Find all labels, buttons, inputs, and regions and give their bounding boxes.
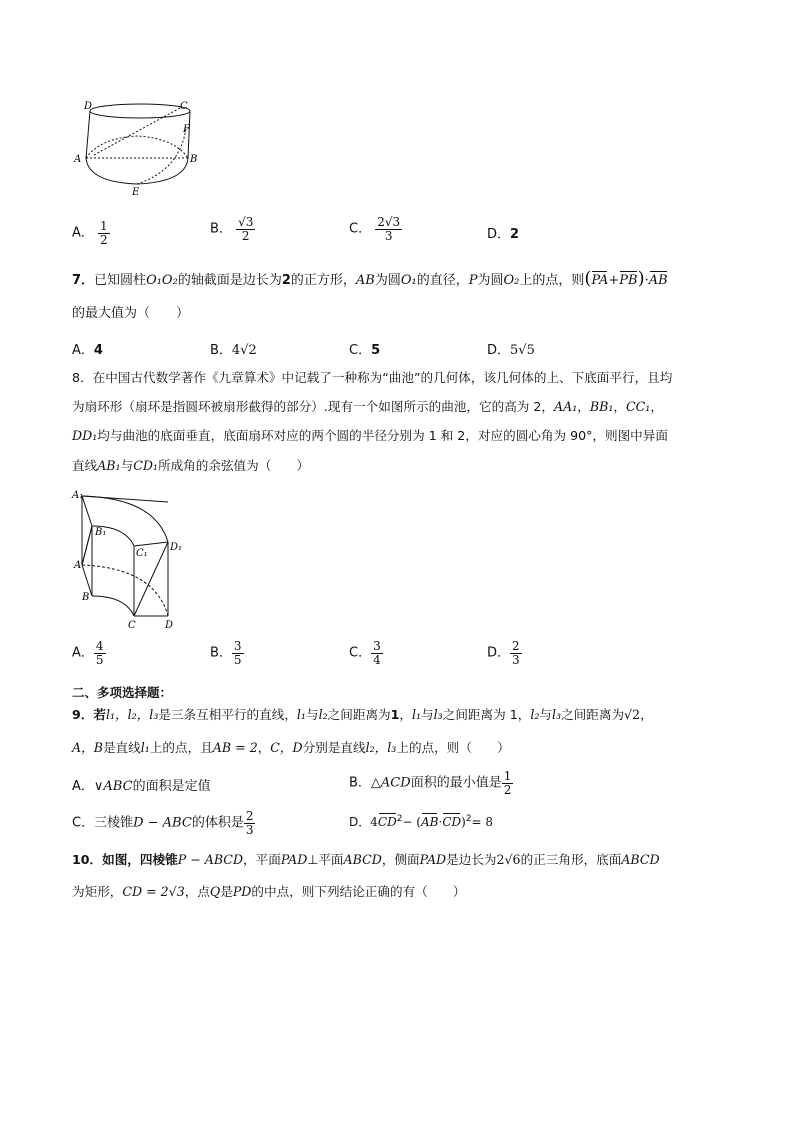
q10-line1: 10．如图，四棱锥P − ABCD，平面PAD⊥平面ABCD，侧面PAD是边长为2√6的正三角形，底面ABCD — [72, 852, 660, 867]
left-edge — [86, 111, 90, 158]
q6-option-d — [487, 223, 519, 242]
q6-option-b — [210, 216, 255, 242]
bottom-front-arc — [86, 158, 188, 184]
q9-line1: 9．若l₁，l₂，l₃是三条互相平行的直线，l₁与l₂之间距离为1，l₁与l₃之间距离为 1，l₂与l₃之间距离为√2， — [72, 707, 653, 722]
option-letter: D． — [487, 227, 511, 242]
q7-line2: 的最大值为（ ） — [72, 306, 190, 321]
label-D: D — [165, 620, 174, 631]
q7-line1: 7．已知圆柱O₁O₂的轴截面是边长为2的正方形，AB为圆O₁的直径，P为圆O₂上的点，则(PA+PB)·AB — [72, 268, 668, 289]
label-B1: B₁ — [95, 527, 107, 538]
q9-option-a: A．∨ABC的面积是定值 — [72, 779, 211, 794]
q8-option-a: A． $\frac{4}{5}$ — [72, 639, 104, 667]
q9-option-d: D．$4CD^2- (AB\cdot CD)^2= 8$ — [349, 814, 494, 829]
option-value: 2 — [510, 227, 520, 242]
bottom-back-arc — [86, 136, 188, 158]
q9-option-c: C．三棱锥D − ABC的体积是 $\frac{2}{3}$ — [72, 809, 254, 837]
q9-option-b: B．△ACD面积的最小值是 $\frac{1}{2}$ — [349, 769, 512, 797]
label-D1: D₁ — [170, 542, 183, 553]
q8-line1: 8．在中国古代数学著作《九章算术》中记载了一种称为“曲池”的几何体，该几何体的上、下底面平行，且均 — [72, 370, 673, 385]
frustum-figure — [70, 100, 210, 200]
label-A1: A₁ — [72, 490, 84, 501]
q6-option-a — [72, 220, 110, 246]
q8-line4: 直线AB₁与CD₁所成角的余弦值为（ ） — [72, 458, 310, 473]
label-C1: C₁ — [136, 548, 148, 559]
label-F: F — [183, 124, 190, 135]
label-B: B — [82, 592, 90, 603]
q8-option-b: B． $\frac{3}{5}$ — [210, 639, 242, 667]
option-letter: A． — [72, 225, 94, 241]
inner-bottom-arc — [92, 596, 134, 616]
q8-option-c: C． $\frac{3}{4}$ — [349, 639, 381, 667]
q8-line3: DD₁均与曲池的底面垂直，底面扇环对应的两个圆的半径分别为 1 和 2，对应的圆心角为 90°，则图中异面 — [72, 428, 668, 443]
q8-option-d: D． $\frac{2}{3}$ — [487, 639, 520, 667]
label-E: E — [132, 187, 140, 198]
q7-option-c: C．5 — [349, 343, 381, 358]
label-D: D — [84, 101, 93, 112]
c-to-a-diag — [94, 108, 180, 155]
section-title: 二、多项选择题： — [72, 685, 173, 700]
label-C: C — [128, 620, 136, 631]
label-A: A — [74, 560, 82, 571]
q10-line2: 为矩形，CD = 2√3，点Q是PD的中点，则下列结论正确的有（ ） — [72, 884, 466, 899]
label-A: A — [74, 154, 82, 165]
q6-option-c — [349, 216, 402, 242]
fraction: $\frac{√3}{2}$ — [238, 215, 254, 243]
fraction: $\frac{1}{2}$ — [100, 219, 108, 247]
q7-option-a: A．4 — [72, 343, 103, 358]
label-B: B — [190, 154, 198, 165]
q9-line2: A，B是直线l₁上的点，且AB = 2，C，D分别是直线l₂，l₃上的点，则（ ） — [72, 740, 510, 755]
outer-bottom-arc — [82, 565, 168, 616]
q7-option-b: B．4√2 — [210, 343, 257, 358]
option-letter: B． — [210, 221, 232, 237]
q7-option-d: D．5√5 — [487, 343, 535, 358]
fraction: $\frac{2√3}{3}$ — [377, 215, 401, 243]
label-C: C — [180, 101, 188, 112]
option-letter: C． — [349, 221, 372, 237]
q8-line2: 为扇环形（扇环是指圆环被扇形截得的部分）.现有一个如图所示的曲池，它的高为 2，AA₁，BB₁，CC₁， — [72, 399, 663, 414]
curved-pool-figure — [70, 488, 190, 633]
